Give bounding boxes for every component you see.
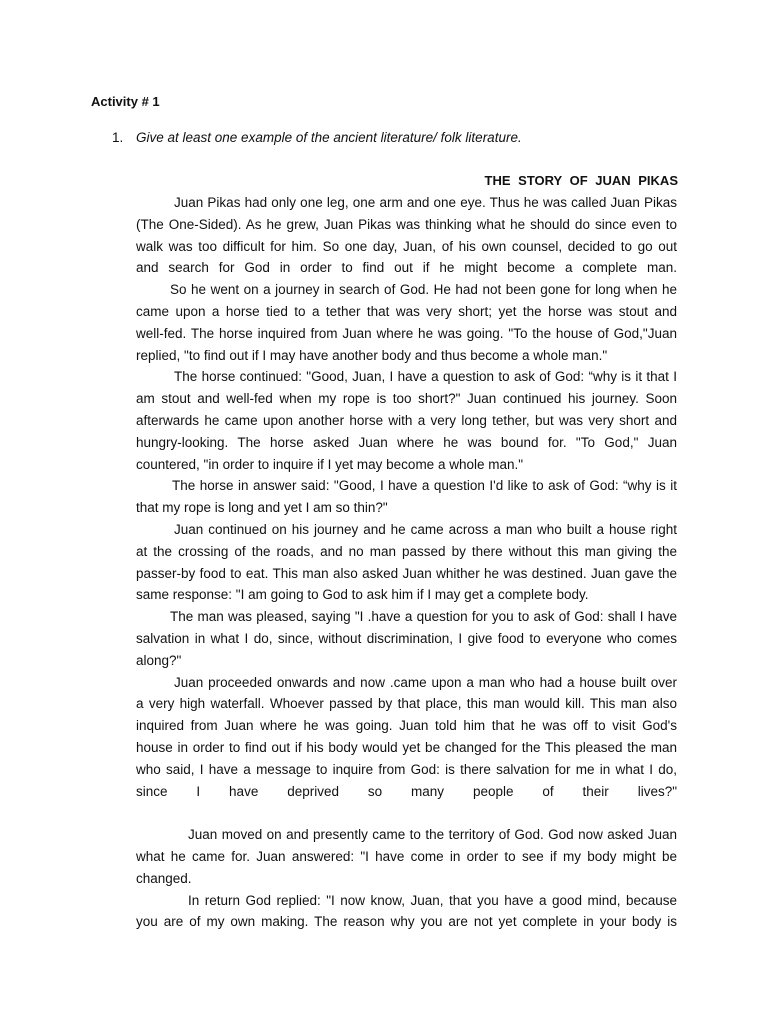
story-line: am stout and well-fed when my rope is too short?" Juan continued his journey. Soon [136, 391, 677, 407]
story-line: well-fed. The horse inquired from Juan where he was going. "To the house of God,"Juan [136, 325, 677, 341]
story-line: walk was too difficult for him. So one day, Juan, of his own counsel, decided to go out [136, 238, 677, 254]
blank-line [136, 802, 677, 824]
story-line: since I have deprived so many people of their lives?" [136, 783, 677, 799]
story-line: In return God replied: "I now know, Juan, that you have a good mind, because [188, 892, 677, 908]
story-line: Juan moved on and presently came to the territory of God. God now asked Juan [188, 827, 677, 843]
story-line: hungry-looking. The horse asked Juan where he was bound for. "To God," Juan [136, 434, 677, 450]
story-line: changed. [136, 870, 192, 886]
story-line: countered, "in order to inquire if I yet may become a whole man." [136, 456, 524, 472]
story-line: afterwards he came upon another horse with a very long tether, but was very short and [136, 412, 677, 428]
story-line: The horse in answer said: "Good, I have a question I'd like to ask of God: “why is it [172, 478, 677, 494]
question-item [112, 130, 522, 145]
story-line: (The One-Sided). As he grew, Juan Pikas was thinking what he should do since even to [136, 216, 677, 232]
story-line: The man was pleased, saying "I .have a question for you to ask of God: shall I have [170, 609, 677, 625]
story-line: what he came for. Juan answered: "I have come in order to see if my body might be [136, 848, 677, 864]
story-line: along?" [136, 652, 182, 668]
story-line: who said, I have a message to inquire from God: is there salvation for me in what I do, [136, 761, 677, 777]
activity-heading: Activity # 1 [91, 94, 160, 109]
story-line: at the crossing of the roads, and no man passed by there without this man giving the [136, 543, 677, 559]
story-line: Juan proceeded onwards and now .came upon a man who had a house built over [174, 674, 677, 690]
story-title: THE STORY OF JUAN PIKAS [484, 173, 678, 188]
story-line: So he went on a journey in search of God. He had not been gone for long when he [170, 282, 677, 298]
story-line: passer-by food to eat. This man also asked Juan whither he was destined. Juan gave the [136, 565, 677, 581]
story-line: you are of my own making. The reason why you are not yet complete in your body is [136, 914, 677, 930]
story-line: a very high waterfall. Whoever passed by that place, this man would kill. This man also [136, 696, 677, 712]
story-line: that my rope is long and yet I am so thin?" [136, 500, 388, 516]
story-line: and search for God in order to find out if he might become a complete man. [136, 260, 677, 276]
story-line: The horse continued: "Good, Juan, I have a question to ask of God: “why is it that I [174, 369, 677, 385]
story-line: Juan continued on his journey and he came across a man who built a house right [174, 521, 677, 537]
story-body [136, 192, 677, 933]
story-line: Juan Pikas had only one leg, one arm and one eye. Thus he was called Juan Pikas [174, 195, 677, 210]
story-line: same response: "I am going to God to ask him if I may get a complete body. [136, 587, 589, 603]
question-text: Give at least one example of the ancient literature/ folk literature. [136, 130, 522, 145]
story-line: house in order to find out if his body would yet be changed for the This pleased the man [136, 739, 677, 755]
story-line: inquired from Juan where he was going. Juan told him that he was off to visit God's [136, 718, 677, 734]
story-line: replied, "to find out if I may have another body and thus become a whole man." [136, 347, 608, 363]
story-line: salvation in what I do, since, without discrimination, I give food to everyone who comes [136, 630, 677, 646]
question-number: 1. [112, 130, 124, 145]
story-line: came upon a horse tied to a tether that was very short; yet the horse was stout and [136, 303, 677, 319]
